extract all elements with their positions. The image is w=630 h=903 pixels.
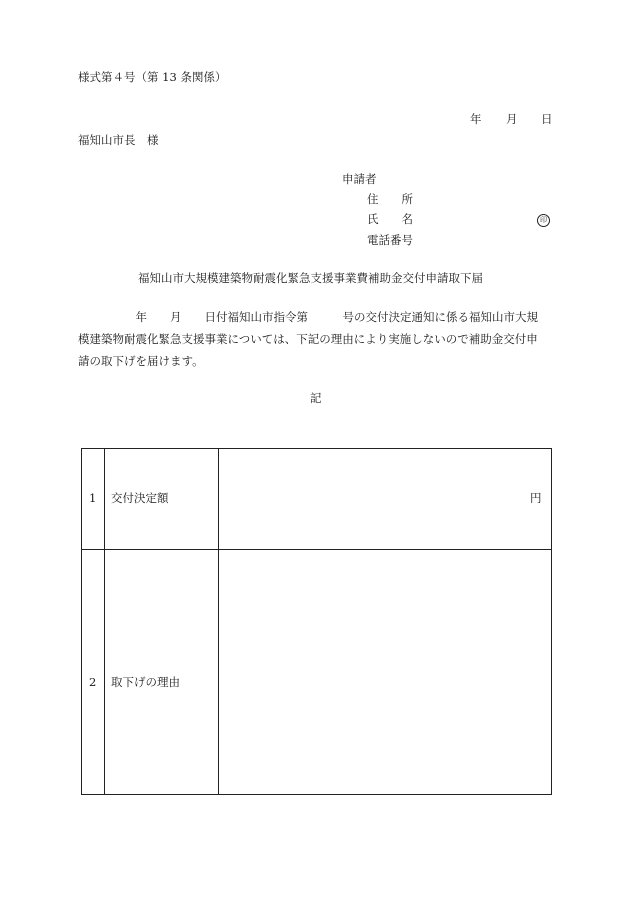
applicant-heading: 申請者 xyxy=(342,172,377,186)
details-table xyxy=(81,448,552,795)
document-title: 福知山市大規模建築物耐震化緊急支援事業費補助金交付申請取下届 xyxy=(138,271,483,285)
row-label: 取下げの理由 xyxy=(111,675,180,689)
seal-mark xyxy=(537,213,550,227)
seal-icon: 印 xyxy=(537,214,550,227)
table-divider xyxy=(218,449,219,794)
date-year: 年 xyxy=(470,112,482,126)
table-divider xyxy=(82,549,551,550)
form-number: 様式第４号（第 13 条関係） xyxy=(78,70,227,84)
applicant-phone-label: 電話番号 xyxy=(367,233,413,247)
row-label: 交付決定額 xyxy=(111,491,169,505)
body-paragraph xyxy=(78,306,552,372)
table-divider xyxy=(104,449,105,794)
applicant-address-label: 住 所 xyxy=(367,192,413,206)
addressee: 福知山市長 様 xyxy=(78,133,159,147)
date-month: 月 xyxy=(506,112,518,126)
body-line-3: 請の取下げを届けます。 xyxy=(78,354,204,368)
row-number: 1 xyxy=(89,491,97,505)
body-line-1: 年 月 日付福知山市指令第 号の交付決定通知に係る福知山市大規 xyxy=(78,310,538,324)
applicant-name-label: 氏 名 xyxy=(367,212,413,226)
row-unit: 円 xyxy=(530,491,542,505)
date-day: 日 xyxy=(541,112,553,126)
body-line-2: 模建築物耐震化緊急支援事業については、下記の理由により実施しないので補助金交付申 xyxy=(78,332,538,346)
row-number: 2 xyxy=(89,675,97,689)
ki-label: 記 xyxy=(310,391,322,405)
